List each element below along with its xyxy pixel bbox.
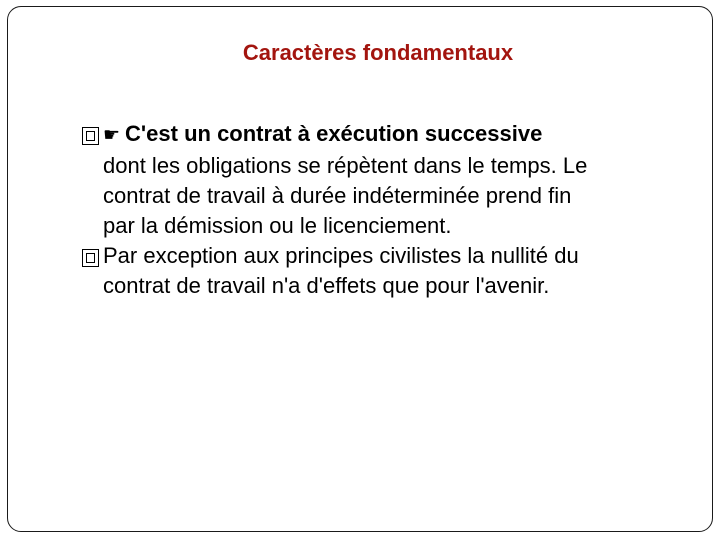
bullet-text-line: par la démission ou le licenciement. (103, 213, 452, 238)
missing-glyph-box-icon (82, 249, 99, 267)
bullet-text-line: contrat de travail n'a d'effets que pour l'avenir. (103, 273, 550, 298)
missing-glyph-box-icon (82, 127, 99, 145)
bullet-lead-text: Par exception aux principes civilistes la nullité du (103, 243, 579, 268)
slide-content (82, 119, 682, 301)
bullet-item (82, 119, 682, 241)
bullet-text-line: contrat de travail à durée indéterminée prend fin (103, 183, 572, 208)
bullet-text-line: dont les obligations se répètent dans le temps. Le (103, 153, 588, 178)
bullet-first-line (82, 241, 682, 271)
bullet-item (82, 241, 682, 301)
slide-title: Caractères fondamentaux (242, 40, 514, 65)
pointing-hand-icon: ☛ (103, 125, 121, 146)
bullet-first-line (82, 119, 682, 151)
bullet-lead-text: C'est un contrat à exécution successive (125, 121, 543, 146)
